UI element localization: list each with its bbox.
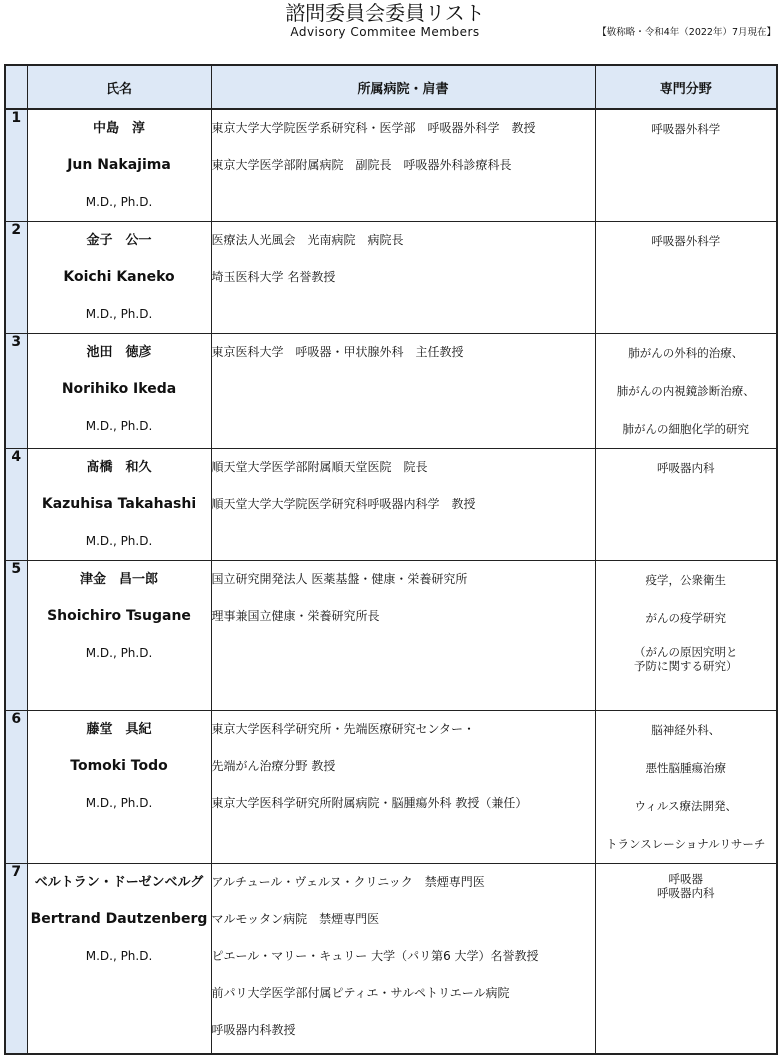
member-affiliation-cell — [211, 864, 595, 1054]
member-name-cell — [27, 449, 211, 561]
specialty-line: 肺がんの細胞化学的研究 — [622, 422, 749, 436]
member-degree: M.D., Ph.D. — [85, 796, 153, 810]
member-name-cell — [27, 561, 211, 711]
member-name-en: Bertrand Dautzenberg — [30, 911, 208, 927]
affiliation-line: 前パリ大学医学部付属ピティエ・サルペトリエール病院 — [211, 986, 510, 1000]
affiliation-line: 国立研究開発法人 医薬基盤・健康・栄養研究所 — [211, 572, 468, 586]
specialty-line: 肺がんの外科的治療、 — [628, 346, 744, 360]
table-row — [5, 109, 777, 222]
specialty-line: 呼吸器外科学 — [651, 234, 721, 248]
specialty-note-line: 呼吸器 — [668, 872, 703, 886]
row-number: 4 — [5, 449, 27, 561]
member-degree: M.D., Ph.D. — [85, 534, 153, 548]
affiliation-line: 埼玉医科大学 名誉教授 — [211, 270, 336, 284]
member-name-en: Kazuhisa Takahashi — [41, 496, 197, 512]
member-affiliation-cell — [211, 222, 595, 334]
member-name-en: Shoichiro Tsugane — [47, 608, 191, 624]
table-row — [5, 222, 777, 334]
row-number: 6 — [5, 711, 27, 864]
member-specialty-cell — [595, 109, 777, 222]
member-affiliation-cell — [211, 109, 595, 222]
member-name-ja: 藤堂 具紀 — [86, 722, 152, 737]
specialty-line: がんの疫学研究 — [645, 611, 726, 625]
specialty-line: 呼吸器外科学 — [651, 122, 721, 136]
specialty-line: 肺がんの内視鏡診断治療、 — [616, 384, 755, 398]
affiliation-line: 東京大学大学院医学系研究科・医学部 呼吸器外科学 教授 — [211, 121, 536, 135]
member-name-cell — [27, 334, 211, 449]
table-row — [5, 449, 777, 561]
member-degree: M.D., Ph.D. — [85, 419, 153, 433]
member-specialty-cell — [595, 334, 777, 449]
row-number: 3 — [5, 334, 27, 449]
member-degree: M.D., Ph.D. — [85, 195, 153, 209]
row-number: 7 — [5, 864, 27, 1054]
member-name-en: Koichi Kaneko — [63, 269, 175, 285]
member-specialty-cell — [595, 711, 777, 864]
table-row — [5, 561, 777, 711]
member-name-en: Tomoki Todo — [70, 758, 168, 774]
header-specialty: 専門分野 — [595, 65, 777, 109]
header-name: 氏名 — [27, 65, 211, 109]
member-degree: M.D., Ph.D. — [85, 949, 153, 963]
specialty-line: ウィルス療法開発、 — [634, 799, 737, 813]
table-row — [5, 711, 777, 864]
specialty-line: 呼吸器内科 — [657, 461, 715, 475]
member-affiliation-cell — [211, 449, 595, 561]
header-number — [5, 65, 27, 109]
member-name-cell — [27, 222, 211, 334]
member-affiliation-cell — [211, 711, 595, 864]
specialty-line: 悪性脳腫瘍治療 — [645, 761, 726, 775]
specialty-line: トランスレーショナルリサーチ — [606, 837, 766, 851]
specialty-note-line: 予防に関する研究） — [634, 659, 738, 673]
page-subtitle: Advisory Commitee Members — [290, 25, 480, 39]
affiliation-line: ピエール・マリー・キュリー 大学（パリ第6 大学）名誉教授 — [211, 949, 539, 963]
member-degree: M.D., Ph.D. — [85, 646, 153, 660]
member-name-ja: 津金 昌一郎 — [79, 572, 158, 587]
affiliation-line: マルモッタン病院 禁煙専門医 — [211, 912, 380, 926]
table-row — [5, 864, 777, 1054]
member-name-cell — [27, 711, 211, 864]
row-number: 5 — [5, 561, 27, 711]
affiliation-line: 医療法人光風会 光南病院 病院長 — [211, 233, 404, 247]
affiliation-line: 順天堂大学大学院医学研究科呼吸器内科学 教授 — [211, 497, 476, 511]
affiliation-line: 先端がん治療分野 教授 — [211, 759, 336, 773]
member-specialty-cell — [595, 561, 777, 711]
row-number: 2 — [5, 222, 27, 334]
member-affiliation-cell — [211, 334, 595, 449]
affiliation-line: アルチュール・ヴェルヌ・クリニック 禁煙専門医 — [211, 875, 485, 889]
member-specialty-cell — [595, 449, 777, 561]
affiliation-line: 東京医科大学 呼吸器・甲状腺外科 主任教授 — [211, 345, 464, 359]
affiliation-line: 東京大学医学部附属病院 副院長 呼吸器外科診療科長 — [211, 158, 512, 172]
date-note: 【敬称略・令和4年（2022年）7月現在】 — [597, 27, 776, 38]
member-specialty-cell — [595, 864, 777, 1054]
member-name-ja: 髙橋 和久 — [86, 460, 152, 475]
specialty-note-line: （がんの原因究明と — [634, 645, 738, 659]
specialty-note-line: 呼吸器内科 — [657, 886, 715, 900]
affiliation-line: 順天堂大学医学部附属順天堂医院 院長 — [211, 460, 428, 474]
member-name-en: Norihiko Ikeda — [61, 381, 177, 397]
member-name-ja: 池田 徳彦 — [86, 345, 152, 360]
table-header-row — [5, 65, 777, 109]
affiliation-line: 東京大学医科学研究所附属病院・脳腫瘍外科 教授（兼任） — [211, 796, 528, 810]
member-name-en: Jun Nakajima — [67, 157, 171, 173]
members-table — [4, 64, 778, 1055]
member-name-ja: 金子 公一 — [86, 233, 152, 248]
member-affiliation-cell — [211, 561, 595, 711]
affiliation-line: 理事兼国立健康・栄養研究所長 — [211, 609, 380, 623]
member-specialty-cell — [595, 222, 777, 334]
table-row — [5, 334, 777, 449]
affiliation-line: 東京大学医科学研究所・先端医療研究センター・ — [211, 722, 476, 736]
header-affiliation: 所属病院・肩書 — [211, 65, 595, 109]
page-title: 諮問委員会委員リスト — [285, 1, 485, 25]
member-name-cell — [27, 109, 211, 222]
member-name-ja: ベルトラン・ドーゼンベルグ — [34, 875, 204, 890]
member-name-cell — [27, 864, 211, 1054]
specialty-line: 脳神経外科、 — [651, 723, 721, 737]
specialty-line: 疫学，公衆衛生 — [645, 573, 726, 587]
affiliation-line: 呼吸器内科教授 — [211, 1023, 296, 1037]
member-degree: M.D., Ph.D. — [85, 307, 153, 321]
row-number: 1 — [5, 109, 27, 222]
member-name-ja: 中島 淳 — [92, 121, 145, 136]
